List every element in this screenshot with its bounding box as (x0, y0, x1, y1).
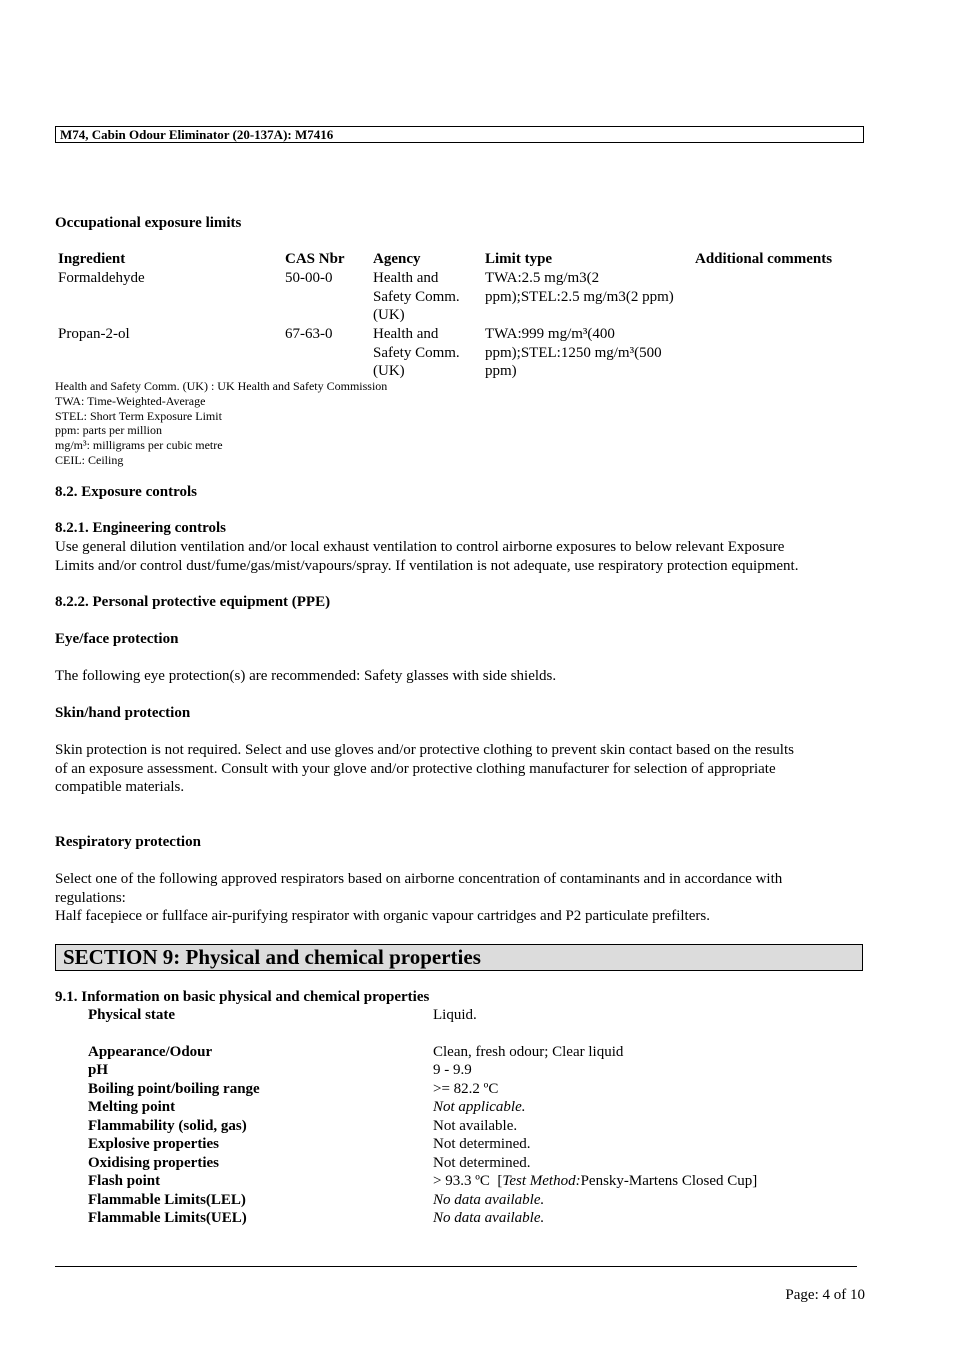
prop-name-physical-state: Physical state (88, 1007, 176, 1023)
ppe-heading: 8.2.2. Personal protective equipment (PPE) (55, 594, 331, 610)
col-limit-type: Limit type (485, 251, 553, 267)
engineering-controls-text: Use general dilution ventilation and/or local exhaust ventilation to control airborne exposures to below relevant Exposure Limits and/or control dust/fume/gas/mist/vapours/spray. If ventilation is not adequate, use respiratory protection equipment. (55, 539, 799, 574)
prop-name-lel: Flammable Limits(LEL) (88, 1192, 246, 1208)
prop-value-flammability: Not available. (433, 1118, 518, 1134)
respiratory-protection-text: Select one of the following approved respirators based on airborne concentration of contaminants and in accordance with regulations: Half facepiece or fullface air-purifying respirator with organic vapour cartridges and P2 particulate prefilters. (55, 871, 783, 924)
prop-value-melting-point: Not applicable. (433, 1099, 526, 1115)
prop-name-flammability: Flammability (solid, gas) (88, 1118, 247, 1134)
prop-value-explosive: Not determined. (433, 1136, 531, 1152)
prop-name-flash-point: Flash point (88, 1173, 161, 1189)
respiratory-protection-heading: Respiratory protection (55, 834, 201, 850)
document-header: M74, Cabin Odour Eliminator (20-137A): M7416 (55, 126, 864, 143)
prop-name-uel: Flammable Limits(UEL) (88, 1210, 247, 1226)
row1-ingredient: Formaldehyde (58, 270, 145, 286)
row2-ingredient: Propan-2-ol (58, 326, 130, 342)
prop-value-appearance: Clean, fresh odour; Clear liquid (433, 1044, 624, 1060)
prop-name-explosive: Explosive properties (88, 1136, 219, 1152)
col-agency: Agency (373, 251, 421, 267)
prop-value-oxidising: Not determined. (433, 1155, 531, 1171)
skin-protection-text: Skin protection is not required. Select and use gloves and/or protective clothing to prevent skin contact based on the results of an exposure assessment. Consult with your glove and/or protective clothing manufacturer for selection of appropriate compatible materials. (55, 742, 794, 795)
prop-value-boiling-point: >= 82.2 ºC (433, 1081, 499, 1097)
row2-cas: 67-63-0 (285, 326, 333, 342)
skin-protection-heading: Skin/hand protection (55, 705, 191, 721)
oel-heading: Occupational exposure limits (55, 215, 242, 231)
row1-agency: Health and Safety Comm. (UK) (373, 270, 460, 323)
row1-limit: TWA:2.5 mg/m3(2 ppm);STEL:2.5 mg/m3(2 ppm) (485, 270, 674, 305)
prop-value-lel: No data available. (433, 1192, 545, 1208)
prop-name-ph: pH (88, 1062, 109, 1078)
prop-name-boiling-point: Boiling point/boiling range (88, 1081, 260, 1097)
row1-cas: 50-00-0 (285, 270, 333, 286)
row2-limit: TWA:999 mg/m³(400 ppm);STEL:1250 mg/m³(500 ppm) (485, 326, 662, 379)
section-9-title: SECTION 9: Physical and chemical properties (55, 944, 863, 971)
prop-value-physical-state: Liquid. (433, 1007, 477, 1023)
prop-name-melting-point: Melting point (88, 1099, 176, 1115)
oel-notes: Health and Safety Comm. (UK) : UK Health and Safety Commission TWA: Time-Weighted-Average STEL: Short Term Exposure Limit ppm: parts per million mg/m³: milligrams per cubic metre CEIL: Ceiling (55, 379, 388, 467)
prop-name-oxidising: Oxidising properties (88, 1155, 219, 1171)
row2-agency: Health and Safety Comm. (UK) (373, 326, 460, 379)
col-comments: Additional comments (695, 251, 833, 267)
footer-divider (55, 1266, 857, 1267)
engineering-controls-heading: 8.2.1. Engineering controls (55, 520, 226, 536)
page-number: Page: 4 of 10 (785, 1287, 865, 1303)
eye-protection-heading: Eye/face protection (55, 631, 179, 647)
prop-value-flash-point: > 93.3 ºC [Test Method:Pensky-Martens Closed Cup] (433, 1173, 758, 1189)
col-cas: CAS Nbr (285, 251, 345, 267)
prop-value-uel: No data available. (433, 1210, 545, 1226)
prop-value-ph: 9 - 9.9 (433, 1062, 472, 1078)
eye-protection-text: The following eye protection(s) are recommended: Safety glasses with side shields. (55, 668, 557, 684)
exposure-controls-heading: 8.2. Exposure controls (55, 484, 197, 500)
section-9-1-heading: 9.1. Information on basic physical and chemical properties (55, 989, 430, 1005)
col-ingredient: Ingredient (58, 251, 126, 267)
prop-name-appearance: Appearance/Odour (88, 1044, 213, 1060)
